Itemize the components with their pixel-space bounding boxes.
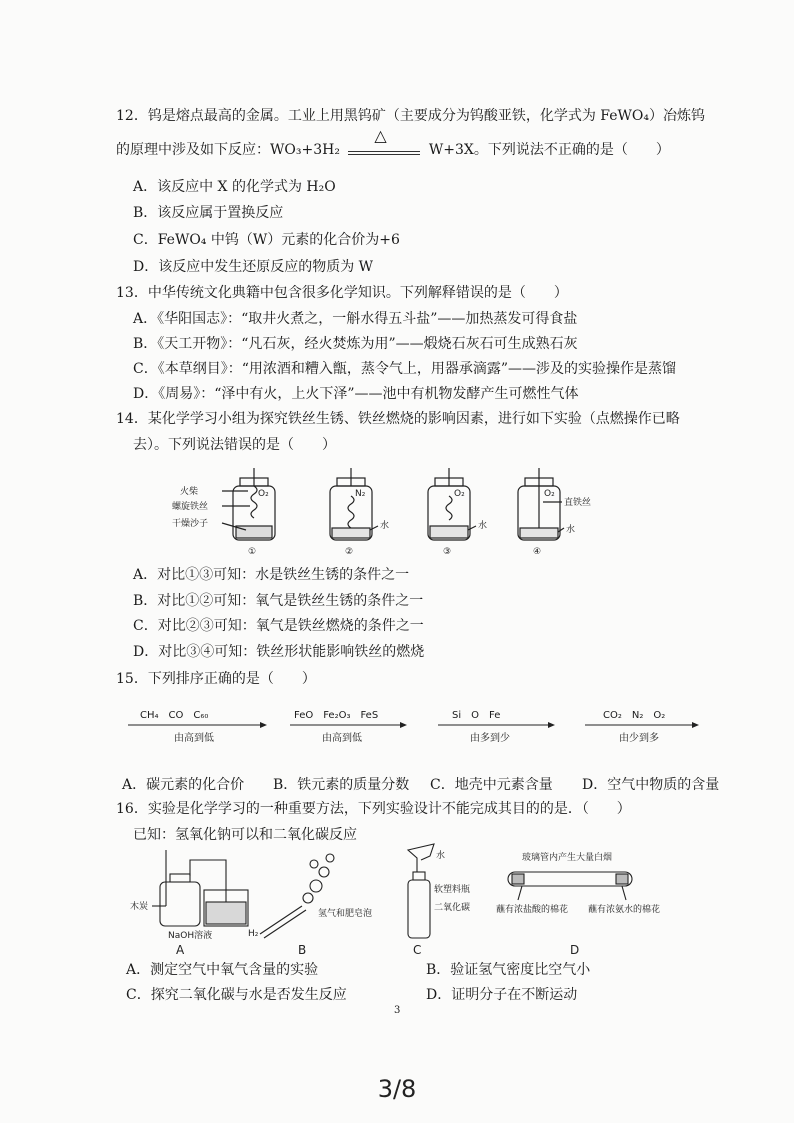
label-hcl-cotton: 蘸有浓盐酸的棉花 xyxy=(496,905,569,915)
q15-sequence-d xyxy=(585,706,700,744)
fig-label-d: D xyxy=(570,943,580,957)
label-n2: N₂ xyxy=(355,489,366,499)
q16-option-b: B．验证氢气密度比空气小 xyxy=(426,962,591,978)
label-bubbles: 氢气和肥皂泡 xyxy=(318,909,373,919)
q13-option-c: C．《本草纲目》：“用浓酒和糟入甑，蒸令气上，用器承滴露”——涉及的实验操作是蒸馏 xyxy=(133,361,677,377)
q13-stem: 13．中华传统文化典籍中包含很多化学知识。下列解释错误的是（ ） xyxy=(116,285,568,301)
q12-option-b: B．该反应属于置换反应 xyxy=(133,205,284,221)
q13-option-a: A．《华阳国志》：“取井火煮之，一斛水得五斗盐”——加热蒸发可得食盐 xyxy=(133,311,578,327)
q14-stem-line1: 14．某化学学习小组为探究铁丝生锈、铁丝燃烧的影响因素，进行如下实验（点燃操作已略 xyxy=(116,411,680,427)
q15-seq-a-items: CH₄ CO C₆₀ xyxy=(140,710,209,721)
label-jar-2: ② xyxy=(345,547,354,557)
q14-experiment-figure xyxy=(172,464,618,557)
q16-option-a: A．测定空气中氧气含量的实验 xyxy=(126,962,319,978)
label-match: 火柴 xyxy=(180,487,199,497)
q15-seq-c-items: Si O Fe xyxy=(452,710,501,721)
label-water-4: 水 xyxy=(566,525,576,535)
water-2 xyxy=(332,528,370,538)
arrow-c xyxy=(438,721,556,729)
q12-option-a: A．该反应中 X 的化学式为 H₂O xyxy=(133,179,336,195)
glass-tube-d xyxy=(508,872,632,886)
label-jar-3: ③ xyxy=(443,547,452,557)
label-co2: 二氧化碳 xyxy=(434,903,471,913)
q16-option-c: C．探究二氧化碳与水是否发生反应 xyxy=(126,987,347,1003)
q16-option-d: D．证明分子在不断运动 xyxy=(426,987,578,1003)
q16-stem: 16．实验是化学学习的一种重要方法，下列实验设计不能完成其目的的是．（ ） xyxy=(116,801,631,817)
label-nh3-cotton: 蘸有浓氨水的棉花 xyxy=(588,905,661,915)
q15-sequence-b xyxy=(290,706,408,744)
dry-sand xyxy=(236,526,272,538)
label-o2-4: O₂ xyxy=(544,489,555,499)
q12-equation-left: 的原理中涉及如下反应：WO₃+3H₂ xyxy=(116,142,340,158)
q12-stem-line2 xyxy=(116,126,670,159)
label-sand: 干燥沙子 xyxy=(172,519,209,529)
label-jar-1: ① xyxy=(248,547,257,557)
fig-label-a: A xyxy=(176,943,185,957)
q13-option-b: B．《天工开物》：“凡石灰，经火焚炼为用”——煅烧石灰石可生成熟石灰 xyxy=(133,336,578,352)
q14-option-d: D．对比③④可知：铁丝形状能影响铁丝的燃烧 xyxy=(133,644,425,660)
q12-option-c: C．FeWO₄ 中钨（W）元素的化合价为+6 xyxy=(133,232,400,248)
bottle-c xyxy=(408,880,430,938)
q15-option-b: B．铁元素的质量分数 xyxy=(273,777,410,793)
q13-option-d: D．《周易》：“泽中有火，上火下泽”——池中有机物发酵产生可燃性气体 xyxy=(133,386,579,402)
q12-stem-line1: 12．钨是熔点最高的金属。工业上用黑钨矿（主要成分为钨酸亚铁，化学式为 FeWO₄）冶炼钨 xyxy=(116,108,705,124)
q12-option-d: D．该反应中发生还原反应的物质为 W xyxy=(133,259,374,275)
q12-equation-right: W+3X。下列说法不正确的是（ ） xyxy=(428,142,670,158)
q15-seq-b-caption: 由高到低 xyxy=(322,733,362,744)
q15-stem: 15．下列排序正确的是（ ） xyxy=(116,671,316,687)
label-water-c: 水 xyxy=(436,851,446,861)
q15-seq-d-items: CO₂ N₂ O₂ xyxy=(603,710,666,721)
label-water-3: 水 xyxy=(478,521,488,531)
q15-sequence-a xyxy=(128,706,268,744)
q14-option-b: B．对比①②可知：氧气是铁丝生锈的条件之一 xyxy=(133,593,424,609)
q15-option-d: D．空气中物质的含量 xyxy=(582,777,720,793)
label-spiral: 螺旋铁丝 xyxy=(172,502,209,512)
spiral-wire-2 xyxy=(348,496,354,528)
label-soft-bottle: 软塑料瓶 xyxy=(434,885,471,895)
equation-arrow xyxy=(344,126,424,159)
q15-seq-c-caption: 由多到少 xyxy=(470,733,510,744)
q16-experiment-figure xyxy=(130,846,660,958)
fig-label-b: B xyxy=(298,943,307,957)
label-carbon: 木炭 xyxy=(130,902,149,912)
label-o2-1: O₂ xyxy=(258,489,269,499)
label-water-2: 水 xyxy=(380,521,390,531)
q15-seq-a-caption: 由高到低 xyxy=(174,733,214,744)
q15-option-c: C．地壳中元素含量 xyxy=(430,777,553,793)
arrow-a xyxy=(128,721,268,729)
page-footer-count: 3/8 xyxy=(377,1075,417,1103)
q15-seq-d-caption: 由少到多 xyxy=(619,733,659,744)
label-straight-wire: 直铁丝 xyxy=(564,498,592,508)
q16-known: 已知：氢氧化钠可以和二氧化碳反应 xyxy=(133,827,357,843)
arrow-b xyxy=(290,721,408,729)
label-o2-3: O₂ xyxy=(454,489,465,499)
label-h2: H₂ xyxy=(248,929,259,939)
q14-option-c: C．对比②③可知：氧气是铁丝燃烧的条件之一 xyxy=(133,618,424,634)
label-white-smoke: 玻璃管内产生大量白烟 xyxy=(522,853,613,863)
label-naoh: NaOH溶液 xyxy=(168,931,213,941)
q15-sequence-c xyxy=(438,706,556,744)
q15-option-a: A．碳元素的化合价 xyxy=(122,777,245,793)
page-number: 3 xyxy=(394,1005,401,1016)
label-jar-4: ④ xyxy=(533,547,542,557)
heat-symbol: △ xyxy=(374,126,387,145)
q14-stem-line2: 去）。下列说法错误的是（ ） xyxy=(133,437,336,453)
q15-seq-b-items: FeO Fe₂O₃ FeS xyxy=(294,710,379,721)
arrow-d xyxy=(585,721,700,729)
spiral-wire-1 xyxy=(251,486,257,518)
spiral-wire-3 xyxy=(446,496,452,520)
fig-label-c: C xyxy=(413,943,422,957)
q14-option-a: A．对比①③可知：水是铁丝生锈的条件之一 xyxy=(133,567,410,583)
water-4 xyxy=(520,528,558,538)
water-3 xyxy=(430,526,468,538)
